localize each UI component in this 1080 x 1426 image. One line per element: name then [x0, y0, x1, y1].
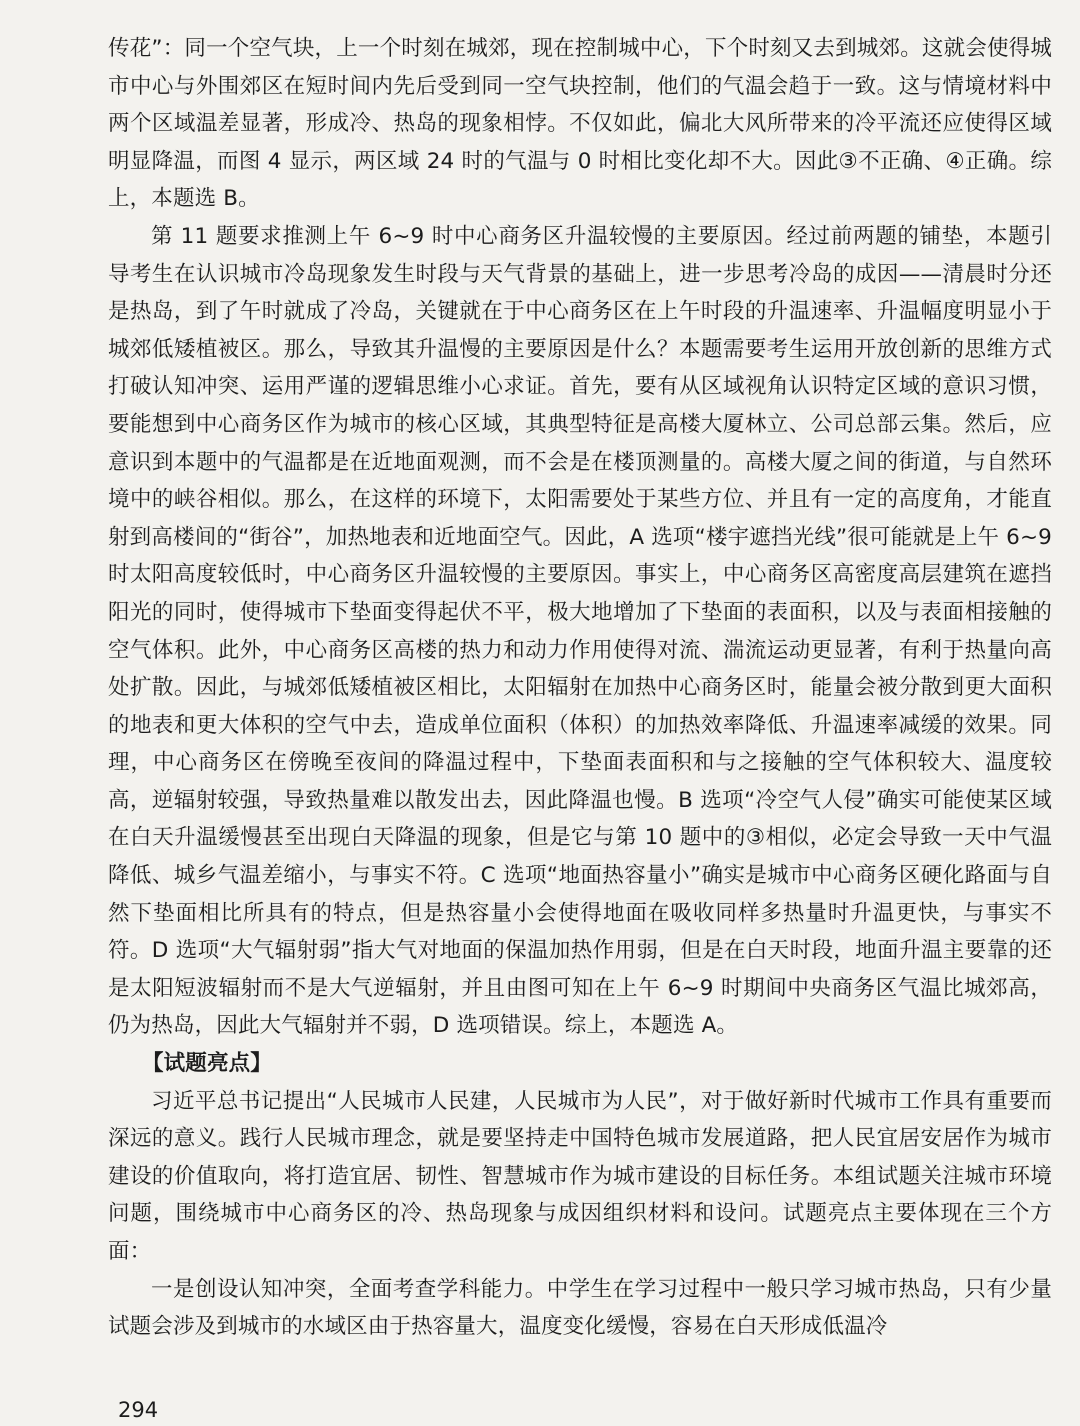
paragraph-continuation: 传花”：同一个空气块，上一个时刻在城郊，现在控制城中心，下个时刻又去到城郊。这就会使得城市中心与外围郊区在短时间内先后受到同一空气块控制，他们的气温会趋于一致。这与情境材料中两个区域温差显著，形成冷、热岛的现象相悖。不仅如此，偏北大风所带来的冷平流还应使得区域明显降温，而图 4 显示，两区域 24 时的气温与 0 时相比变化却不大。因此③不正确、④正确。综上，本题选 B。 — [108, 36, 1052, 212]
page-number: 294 — [118, 1398, 159, 1422]
paragraph-question-11-analysis: 第 11 题要求推测上午 6~9 时中心商务区升温较慢的主要原因。经过前两题的铺垫，本题引导考生在认识城市冷岛现象发生时段与天气背景的基础上，进一步思考冷岛的成因——清晨时分还是热岛，到了午时就成了冷岛，关键就在于中心商务区在上午时段的升温速率、升温幅度明显小于城郊低矮植被区。那么，导致其升温慢的主要原因是什么？本题需要考生运用开放创新的思维方式打破认知冲突、运用严谨的逻辑思维小心求证。首先，要有从区域视角认识特定区域的意识习惯，要能想到中心商务区作为城市的核心区域，其典型特征是高楼大厦林立、公司总部云集。然后，应意识到本题中的气温都是在近地面观测，而不会是在楼顶测量的。高楼大厦之间的街道，与自然环境中的峡谷相似。那么，在这样的环境下，太阳需要处于某些方位、并且有一定的高度角，才能直射到高楼间的“街谷”，加热地表和近地面空气。因此，A 选项“楼宇遮挡光线”很可能就是上午 6~9 时太阳高度较低时，中心商务区升温较慢的主要原因。事实上，中心商务区高密度高层建筑在遮挡阳光的同时，使得城市下垫面变得起伏不平，极大地增加了下垫面的表面积，以及与表面相接触的空气体积。此外，中心商务区高楼的热力和动力作用使得对流、湍流运动更显著，有利于热量向高处扩散。因此，与城郊低矮植被区相比，太阳辐射在加热中心商务区时，能量会被分散到更大面积的地表和更大体积的空气中去，造成单位面积（体积）的加热效率降低、升温速率减缓的效果。同理，中心商务区在傍晚至夜间的降温过程中，下垫面表面积和与之接触的空气体积较大、温度较高，逆辐射较强，导致热量难以散发出去，因此降温也慢。B 选项“冷空气人侵”确实可能使某区域在白天升温缓慢甚至出现白天降温的现象，但是它与第 10 题中的③相似，必定会导致一天中气温降低、城乡气温差缩小，与事实不符。C 选项“地面热容量小”确实是城市中心商务区硬化路面与自然下垫面相比所具有的特点，但是热容量小会使得地面在吸收同样多热量时升温更快，与事实不符。D 选项“大气辐射弱”指大气对地面的保温加热作用弱，但是在白天时段，地面升温主要靠的还是太阳短波辐射而不是大气逆辐射，并且由图可知在上午 6~9 时期间中央商务区气温比城郊高，仍为热岛，因此大气辐射并不弱，D 选项错误。综上，本题选 A。 — [108, 223, 1052, 1039]
text-body — [108, 30, 1052, 1346]
paragraph-highlights-intro: 习近平总书记提出“人民城市人民建，人民城市为人民”，对于做好新时代城市工作具有重要而深远的意义。践行人民城市理念，就是要坚持走中国特色城市发展道路，把人民宜居安居作为城市建设的价值取向，将打造宜居、韧性、智慧城市作为城市建设的目标任务。本组试题关注城市环境问题，围绕城市中心商务区的冷、热岛现象与成因组织材料和设问。试题亮点主要体现在三个方面： — [108, 1088, 1052, 1264]
section-heading-highlights: 【试题亮点】 — [142, 1051, 272, 1077]
paragraph-highlight-one: 一是创设认知冲突，全面考查学科能力。中学生在学习过程中一般只学习城市热岛，只有少量试题会涉及到城市的水域区由于热容量大，温度变化缓慢，容易在白天形成低温冷 — [108, 1276, 1052, 1340]
